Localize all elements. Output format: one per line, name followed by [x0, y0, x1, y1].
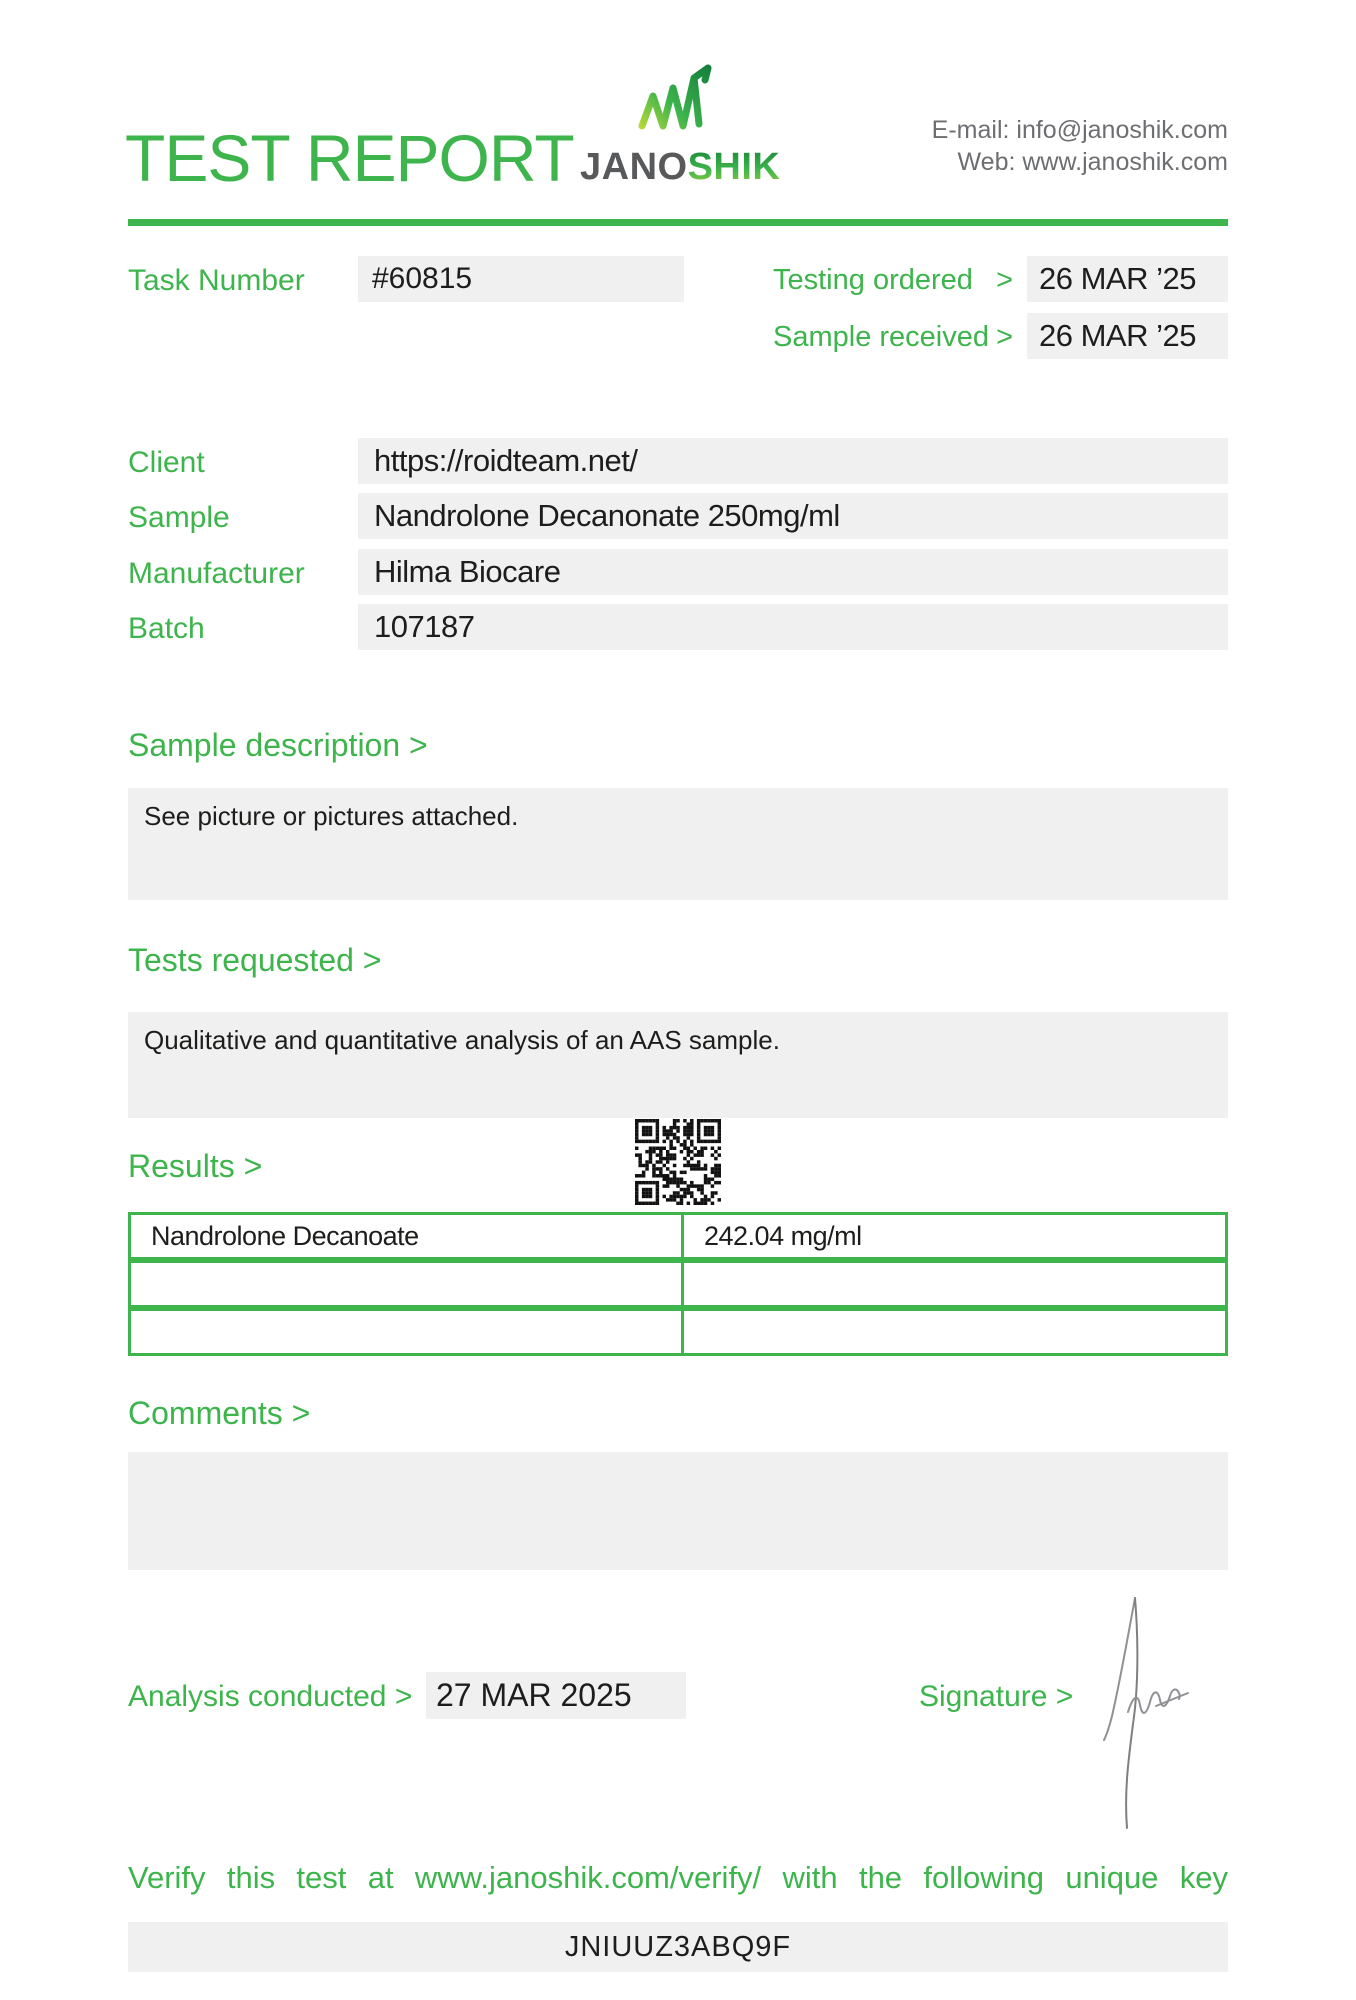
analyte-cell	[131, 1263, 684, 1305]
results-table-row	[128, 1212, 1228, 1260]
sample-received-value: 26 MAR ’25	[1039, 318, 1196, 353]
result-cell	[684, 1263, 1225, 1305]
sample-value: Nandrolone Decanonate 250mg/ml	[374, 498, 840, 533]
qr-code	[635, 1119, 721, 1205]
sample-received-label: Sample received	[773, 321, 989, 353]
janoshik-chart-icon	[636, 64, 716, 145]
analyte-cell	[131, 1215, 684, 1257]
contact-email: E-mail: info@janoshik.com	[931, 116, 1228, 144]
analyte-name: Nandrolone Decanoate	[151, 1220, 419, 1251]
analysis-date-value: 27 MAR 2025	[436, 1677, 632, 1713]
logo-shik: SHIK	[687, 146, 781, 188]
testing-ordered-label: Testing ordered	[773, 264, 973, 296]
sample-description-heading: Sample description >	[128, 727, 428, 763]
testing-ordered-arrow: >	[996, 264, 1013, 296]
tests-requested-heading: Tests requested >	[128, 942, 382, 978]
verify-text: Verify this test at www.janoshik.com/verify/ with the following unique key	[128, 1860, 1228, 1895]
task-number-value: #60815	[372, 262, 473, 295]
report-title: TEST REPORT	[125, 121, 574, 195]
result-cell	[684, 1311, 1225, 1353]
sample-description-box	[128, 788, 1228, 900]
result-value: 242.04 mg/ml	[704, 1220, 862, 1251]
task-number-label: Task Number	[128, 264, 305, 297]
sample-received-label-row	[773, 321, 1013, 354]
analyte-cell	[131, 1311, 684, 1353]
tests-requested-box	[128, 1012, 1228, 1118]
comments-heading: Comments >	[128, 1395, 311, 1431]
testing-ordered-label-row	[773, 264, 1013, 297]
verify-key-box	[128, 1922, 1228, 1972]
result-cell	[684, 1215, 1225, 1257]
logo-jano: JANO	[580, 146, 688, 188]
sample-received-box	[1027, 313, 1228, 359]
signature-label: Signature >	[919, 1680, 1074, 1713]
sample-description-text: See picture or pictures attached.	[144, 801, 519, 831]
janoshik-logo	[580, 146, 780, 189]
sample-received-arrow: >	[996, 321, 1013, 353]
analysis-conducted-label: Analysis conducted >	[128, 1680, 413, 1713]
verify-key: JNIUUZ3ABQ9F	[564, 1930, 792, 1963]
results-heading: Results >	[128, 1148, 263, 1184]
manufacturer-value-box	[358, 549, 1228, 595]
task-number-box	[358, 256, 684, 302]
header-divider	[128, 219, 1228, 226]
sample-value-box	[358, 493, 1228, 539]
manufacturer-label: Manufacturer	[128, 557, 305, 590]
tests-requested-text: Qualitative and quantitative analysis of an AAS sample.	[144, 1025, 780, 1055]
client-value: https://roidteam.net/	[374, 443, 638, 478]
batch-label: Batch	[128, 612, 205, 645]
contact-block	[932, 114, 1228, 178]
testing-ordered-value: 26 MAR ’25	[1039, 261, 1196, 296]
results-table-row	[128, 1308, 1228, 1356]
manufacturer-value: Hilma Biocare	[374, 554, 561, 589]
signature-image	[1098, 1590, 1193, 1835]
sample-label: Sample	[128, 501, 230, 534]
testing-ordered-box	[1027, 256, 1228, 302]
results-table-row	[128, 1260, 1228, 1308]
comments-box	[128, 1452, 1228, 1570]
analysis-date-box	[426, 1672, 686, 1719]
client-value-box	[358, 438, 1228, 484]
contact-web: Web: www.janoshik.com	[957, 148, 1228, 176]
client-label: Client	[128, 446, 205, 479]
batch-value-box	[358, 604, 1228, 650]
batch-value: 107187	[374, 609, 475, 644]
